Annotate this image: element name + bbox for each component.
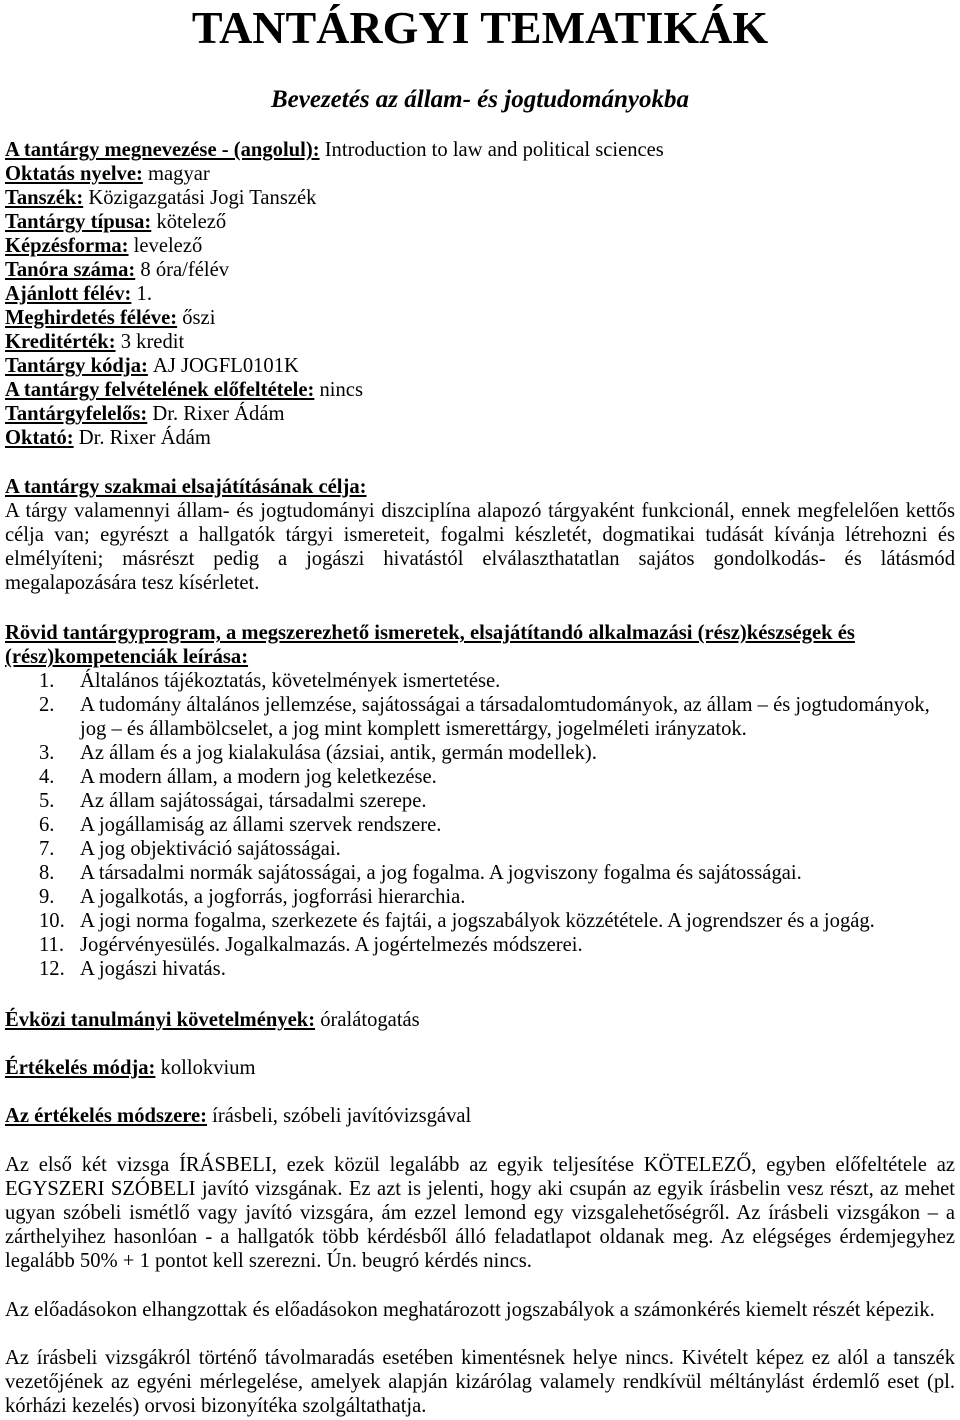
goal-heading: A tantárgy szakmai elsajátításának célja: — [5, 476, 367, 498]
field-value: 8 óra/félév — [140, 259, 230, 281]
program-section — [5, 621, 955, 981]
field-value: 3 kredit — [120, 331, 185, 353]
goal-paragraph-line: elmélyíteni; másrészt pedig a jogászi hivatástól elválaszthatatlan sajátos gondolkodás- és látásmód — [5, 548, 955, 570]
field-value: Dr. Rixer Ádám — [152, 403, 285, 425]
field-label: Tanóra száma: — [5, 259, 136, 281]
field-label: Az értékelés módszere: — [5, 1105, 208, 1127]
list-item-number: 4. — [39, 766, 55, 788]
paragraph-line: Az írásbeli vizsgákról történő távolmaradás esetében kimentésnek helye nincs. Kivételt képez ez alól a tanszék — [5, 1347, 955, 1369]
field-department — [5, 186, 955, 210]
field-value: kollokvium — [160, 1057, 256, 1079]
goal-paragraph-line: A tárgy valamennyi állam- és jogtudományi diszciplína alapozó tárgyaként funkcionál, ennek megfelelően kettős — [5, 500, 955, 522]
field-label: Kreditérték: — [5, 331, 116, 353]
field-label: Értékelés módja: — [5, 1057, 156, 1079]
list-item-text: jog – és állambölcselet, a jog mint komplett ismerettárgy, jogelméleti irányzatok. — [80, 718, 747, 740]
field-value: Közigazgatási Jogi Tanszék — [88, 187, 317, 209]
list-item-text: A jogászi hivatás. — [80, 958, 226, 980]
lecture-note-paragraph: Az előadásokon elhangzottak és előadásokon meghatározott jogszabályok a számonkérés kiemelt részét képezik. — [5, 1299, 935, 1321]
list-item-text: A tudomány általános jellemzése, sajátosságai a társadalomtudományok, az állam – és jogtudományok, — [80, 694, 930, 716]
list-item-number: 2. — [39, 694, 55, 716]
paragraph-line: ugyan szóbeli ismétlő vagy javító vizsgára, ám ezzel lemond egy vizsgalehetőségről. Az írásbeli vizsgákon – a — [5, 1202, 955, 1224]
list-item-number: 7. — [39, 838, 55, 860]
field-semester-requirements — [5, 1008, 955, 1032]
field-assessment-method — [5, 1104, 955, 1128]
field-announced-semester — [5, 306, 955, 330]
list-item-text: A jog objektiváció sajátosságai. — [80, 838, 341, 860]
field-value: Introduction to law and political sciences — [324, 139, 664, 161]
list-item — [5, 885, 955, 909]
field-study-mode — [5, 234, 955, 258]
field-credits — [5, 330, 955, 354]
list-item-text: Általános tájékoztatás, követelmények ismertetése. — [80, 670, 501, 692]
course-fields — [5, 138, 955, 450]
list-item — [5, 957, 955, 981]
list-item — [5, 861, 955, 885]
field-label: Oktatás nyelve: — [5, 163, 143, 185]
list-item — [5, 669, 955, 693]
list-item-text: A modern állam, a modern jog keletkezése. — [80, 766, 437, 788]
field-course-name-english — [5, 138, 955, 162]
list-item — [5, 765, 955, 789]
field-label: A tantárgy felvételének előfeltétele: — [5, 379, 315, 401]
field-prerequisite — [5, 378, 955, 402]
field-value: írásbeli, szóbeli javítóvizsgával — [212, 1105, 472, 1127]
list-item-text: A jogi norma fogalma, szerkezete és fajtái, a jogszabályok közzététele. A jogrendszer és a jogág. — [80, 910, 875, 932]
list-item-number: 5. — [39, 790, 55, 812]
field-assessment-mode — [5, 1056, 955, 1080]
field-value: AJ JOGFL0101K — [153, 355, 299, 377]
field-course-type — [5, 210, 955, 234]
list-item — [5, 789, 955, 813]
exam-rules-paragraph — [5, 1153, 955, 1273]
goal-section — [5, 475, 955, 595]
paragraph-line: vezetőjének az egyéni mérlegelése, amelyek alapján kizárólag valamely rendkívül méltánylást érdemlő eset (pl. — [5, 1371, 955, 1393]
program-heading-line: (rész)kompetenciák leírása: — [5, 646, 249, 668]
goal-paragraph-line: célja van; egyrészt a hallgatók tárgyi ismereteit, fogalmi készletét, dogmatikai tudását kívánja létrehozni és — [5, 524, 955, 546]
list-item-text: A jogállamiság az állami szervek rendszere. — [80, 814, 442, 836]
field-label: Képzésforma: — [5, 235, 129, 257]
list-item-text: A társadalmi normák sajátosságai, a jog fogalma. A jogviszony fogalma és sajátosságai. — [80, 862, 802, 884]
paragraph-line: EGYSZERI SZÓBELI javító vizsgának. Ez azt is jelenti, hogy aki csupán az egyik írásbelin vesz részt, az mehet — [5, 1178, 955, 1200]
list-item-number: 6. — [39, 814, 55, 836]
paragraph-line: legalább 50% + 1 pontot kell szerezni. Ún. beugró kérdés nincs. — [5, 1250, 532, 1272]
list-item-text: A jogalkotás, a jogforrás, jogforrási hierarchia. — [80, 886, 466, 908]
field-value: Dr. Rixer Ádám — [78, 427, 211, 449]
paragraph-line: zárthelyihez hasonlóan - a hallgatók több kérdésből álló feladatlapot oldanak meg. Az elégséges érdemjegyhez — [5, 1226, 955, 1248]
field-lecturer — [5, 426, 955, 450]
list-item-number: 3. — [39, 742, 55, 764]
document-subtitle: Bevezetés az állam- és jogtudományokba — [270, 86, 690, 113]
list-item-text: Az állam és a jog kialakulása (ázsiai, antik, germán modellek). — [80, 742, 597, 764]
list-item — [5, 933, 955, 957]
paragraph-line: Az első két vizsga ÍRÁSBELI, ezek közül legalább az egyik teljesítése KÖTELEZŐ, egyben előfeltétele az — [5, 1154, 955, 1176]
list-item-number: 12. — [39, 958, 65, 980]
list-item — [5, 741, 955, 765]
field-label: Tantárgy típusa: — [5, 211, 152, 233]
field-value: kötelező — [156, 211, 227, 233]
field-course-code — [5, 354, 955, 378]
list-item — [5, 909, 955, 933]
list-item-text: Jogérvényesülés. Jogalkalmazás. A jogértelmezés módszerei. — [80, 934, 583, 956]
field-hours — [5, 258, 955, 282]
field-label: Meghirdetés féléve: — [5, 307, 178, 329]
list-item-text: Az állam sajátosságai, társadalmi szerepe. — [80, 790, 427, 812]
field-recommended-semester — [5, 282, 955, 306]
list-item-number: 1. — [39, 670, 55, 692]
list-item-number: 11. — [39, 934, 64, 956]
list-item — [5, 693, 955, 741]
absence-rule-paragraph — [5, 1346, 955, 1418]
paragraph-line: kórházi kezelés) orvosi bizonyítéka szolgáltathatja. — [5, 1395, 427, 1417]
document-title: TANTÁRGYI TEMATIKÁK — [191, 2, 769, 53]
field-label: Tanszék: — [5, 187, 84, 209]
field-value: 1. — [136, 283, 152, 305]
list-item-number: 8. — [39, 862, 55, 884]
field-label: Oktató: — [5, 427, 74, 449]
list-item-number: 10. — [39, 910, 65, 932]
list-item — [5, 813, 955, 837]
field-label: Évközi tanulmányi követelmények: — [5, 1009, 316, 1031]
field-label: Tantárgyfelelős: — [5, 403, 148, 425]
field-value: óralátogatás — [320, 1009, 420, 1031]
program-heading-line: Rövid tantárgyprogram, a megszerezhető ismeretek, elsajátítandó alkalmazási (rész)készségek és — [5, 622, 855, 644]
field-value: levelező — [133, 235, 203, 257]
field-value: őszi — [182, 307, 216, 329]
field-value: magyar — [148, 163, 210, 185]
goal-paragraph-line: megalapozására tesz kísérletet. — [5, 572, 260, 594]
field-language — [5, 162, 955, 186]
list-item-number: 9. — [39, 886, 55, 908]
list-item — [5, 837, 955, 861]
field-label: A tantárgy megnevezése - (angolul): — [5, 139, 320, 161]
field-label: Tantárgy kódja: — [5, 355, 148, 377]
field-course-owner — [5, 402, 955, 426]
field-label: Ajánlott félév: — [5, 283, 132, 305]
field-value: nincs — [319, 379, 363, 401]
